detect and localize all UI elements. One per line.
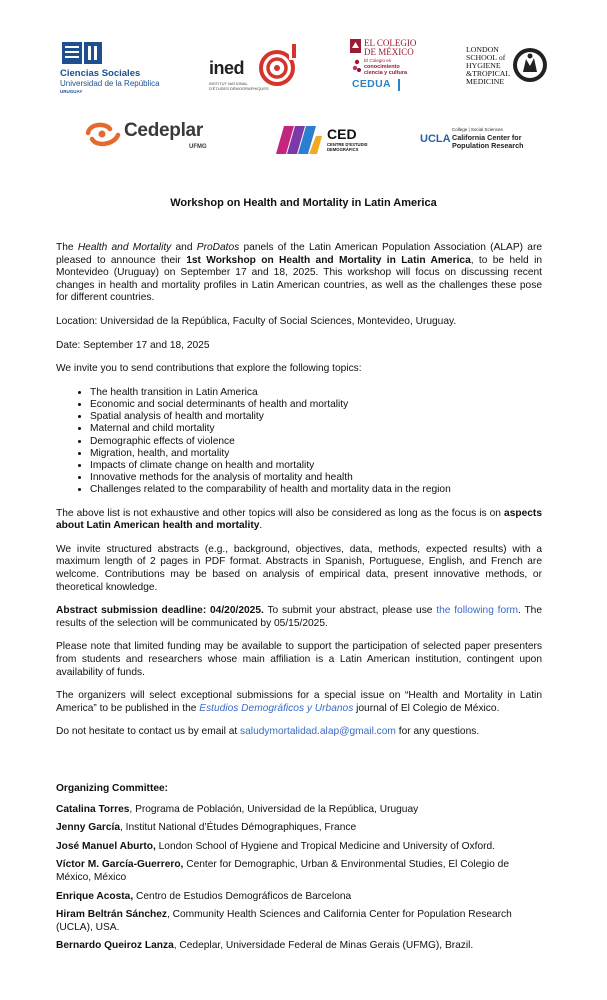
ced-stripes-icon — [276, 124, 322, 156]
list-item: • The health transition in Latin America — [90, 387, 542, 399]
committee-member — [56, 940, 546, 953]
ucla-l2: Population Research — [452, 141, 524, 150]
lshtm-logo — [466, 45, 556, 90]
contact-paragraph — [56, 726, 542, 739]
cs-line1: Ciencias Sociales — [60, 68, 141, 79]
member-affiliation: , Programa de Población, Universidad de la República, Uruguay — [129, 803, 419, 815]
ucla-name: UCLA — [420, 133, 451, 145]
committee-member — [56, 859, 546, 884]
lshtm-l3: HYGIENE — [466, 61, 501, 70]
colmex-tag1: El Colegio es — [364, 58, 392, 63]
intro-text: and — [171, 242, 197, 253]
intro-workshop-name: 1st Workshop on Health and Mortality in Latin America — [186, 254, 471, 266]
committee-member — [56, 841, 546, 854]
lshtm-l2: SCHOOL of — [466, 53, 506, 62]
intro-text: panels of the Latin American Population Association (ALAP) are pleased to announce their — [56, 242, 542, 266]
cedeplar-sub: UFMG — [189, 144, 207, 150]
committee-member — [56, 891, 546, 904]
deadline-text: To submit your abstract, please use — [263, 605, 437, 617]
journal-link[interactable]: Estudios Demográficos y Urbanos — [199, 702, 354, 714]
intro-text: , to be held in Montevideo (Uruguay) on September 17 and 18, 2025. This workshop will focus on discussing recent changes in health and mortality profiles in Latin American countries, as well as the challenges these pose for different countries. — [56, 254, 543, 304]
note-text: . — [259, 520, 263, 532]
note-paragraph — [56, 508, 542, 533]
date-line: Date: September 17 and 18, 2025 — [56, 339, 210, 351]
cedeplar-logo — [84, 118, 234, 158]
member-affiliation: , Institut National d’Études Démographiques, France — [120, 822, 357, 834]
ucla-logo — [420, 127, 540, 155]
colmex-line1: EL COLEGIO — [364, 38, 417, 48]
special-text: journal of El Colegio de México. — [353, 702, 500, 714]
invite-line: We invite you to send contributions that explore the following topics: — [56, 363, 362, 375]
lshtm-crest-icon — [512, 46, 548, 84]
committee-member — [56, 909, 546, 934]
colmex-eagle-icon — [350, 39, 361, 53]
committee-member — [56, 804, 546, 817]
ucla-l1: California Center for — [452, 133, 522, 142]
member-name: Catalina Torres — [56, 803, 130, 815]
list-item: • Demographic effects of violence — [90, 436, 542, 448]
contact-text: for any questions. — [395, 726, 480, 738]
list-item: • Innovative methods for the analysis of mortality and health — [90, 472, 542, 484]
list-item: • Spatial analysis of health and mortality — [90, 411, 542, 423]
special-text: The organizers will select exceptional submissions for a special issue on “Health and Mortality in Latin America” to be published in the — [56, 690, 542, 714]
intro-panel1: Health and Mortality — [77, 242, 172, 253]
colmex-cedua: CEDUA — [352, 78, 391, 90]
ined-name: ined — [209, 58, 245, 78]
colmex-logo — [350, 38, 430, 93]
cs-line2: Universidad de la República — [60, 79, 160, 88]
list-item: • Challenges related to the comparability of health and mortality data in the region — [90, 484, 542, 496]
member-affiliation: , Cedeplar, Universidade Federal de Minas Gerais (UFMG), Brazil. — [173, 940, 474, 952]
ced-logo — [276, 122, 372, 158]
ined-logo — [209, 40, 301, 95]
member-name: Bernardo Queiroz Lanza — [56, 940, 174, 952]
deadline-date: Abstract submission deadline: 04/20/2025. — [56, 605, 264, 617]
intro-text: The — [56, 242, 78, 253]
note-emphasis: aspects about Latin American health and mortality — [56, 507, 542, 532]
ucla-small: College | Social Sciences — [452, 127, 503, 132]
intro-panel2: ProDatos — [196, 242, 240, 253]
committee-heading: Organizing Committee: — [56, 783, 169, 794]
list-item: • Economic and social determinants of health and mortality — [90, 399, 542, 411]
cedeplar-name: Cedeplar — [124, 120, 203, 141]
member-affiliation: Centro de Estudios Demográficos de Barcelona — [133, 890, 352, 902]
member-name: Enrique Acosta, — [56, 890, 134, 902]
organizing-committee — [56, 783, 546, 959]
colmex-line2: DE MÉXICO — [364, 47, 414, 57]
intro-paragraph — [56, 242, 542, 305]
contact-email-link[interactable]: saludymortalidad.alap@gmail.com — [240, 726, 396, 738]
colmex-dots-icon — [352, 59, 362, 73]
ciencias-sociales-emblem-icon — [60, 40, 104, 66]
committee-member — [56, 822, 546, 835]
special-issue-paragraph — [56, 690, 542, 715]
note-text: The above list is not exhaustive and other topics will also be considered as long as the focus is on — [56, 507, 505, 519]
funding-paragraph: Please note that limited funding may be available to support the participation of selected paper presenters from students and researchers whose main affiliation is a Latin American institution, contingent upon availability of funds. — [56, 641, 542, 678]
member-affiliation: London School of Hygiene and Tropical Medicine and University of Oxford. — [155, 840, 496, 852]
member-name: Hiram Beltrán Sánchez — [56, 909, 167, 921]
member-affiliation: , Community Health Sciences and California Center for Population Research (UCLA), USA. — [56, 909, 512, 933]
contact-text: Do not hesitate to contact us by email at — [56, 726, 241, 738]
colmex-tag3: ciencia y cultura — [364, 70, 408, 76]
list-item: • Maternal and child mortality — [90, 423, 542, 435]
topics-list — [56, 387, 542, 497]
ined-spiral-icon — [259, 42, 299, 90]
colmex-cedua-bar — [398, 79, 400, 91]
lshtm-l4: &TROPICAL — [466, 69, 511, 78]
ced-name: CED — [327, 126, 357, 142]
lshtm-l1: LONDON — [466, 45, 499, 54]
list-item: • Migration, health, and mortality — [90, 448, 542, 460]
ined-sub1: INSTITUT NATIONAL — [209, 81, 248, 86]
list-item: • Impacts of climate change on health and mortality — [90, 460, 542, 472]
lshtm-l5: MEDICINE — [466, 77, 505, 86]
member-name: Jenny García — [56, 822, 120, 834]
document-title: Workshop on Health and Mortality in Latin America — [170, 197, 437, 209]
member-name: Víctor M. García-Guerrero, — [56, 859, 184, 871]
logo-header — [0, 0, 607, 170]
cs-line3: URUGUAY — [60, 89, 83, 94]
location-line: Location: Universidad de la República, Faculty of Social Sciences, Montevideo, Uruguay. — [56, 315, 457, 327]
deadline-paragraph — [56, 605, 542, 630]
member-name: José Manuel Aburto, — [56, 840, 156, 852]
member-affiliation: Center for Demographic, Urban & Environmental Studies, El Colegio de México, México — [56, 859, 509, 883]
deadline-text: . The results of the selection will be communicated by 05/15/2025. — [56, 605, 543, 629]
ined-sub2: D'ÉTUDES DÉMOGRAPHIQUES — [209, 86, 269, 91]
ciencias-sociales-logo — [60, 40, 160, 95]
announcement-body — [56, 242, 542, 750]
abstracts-paragraph: We invite structured abstracts (e.g., background, objectives, data, methods, expected results) with a maximum length of 2 pages in PDF format. Abstracts in Spanish, Portuguese, English, and French are welcome. Contributions may be based on analysis of empirical data, present innovative methods, or theoretical knowledge. — [56, 543, 542, 593]
submission-form-link[interactable]: the following form — [436, 605, 519, 617]
ced-sub1: CENTRE D'ESTUDIS — [327, 142, 368, 147]
colmex-tag2: conocimiento — [364, 64, 400, 70]
ced-sub2: DEMOGRÀFICS — [327, 147, 359, 152]
cedeplar-swirl-icon — [84, 121, 124, 147]
